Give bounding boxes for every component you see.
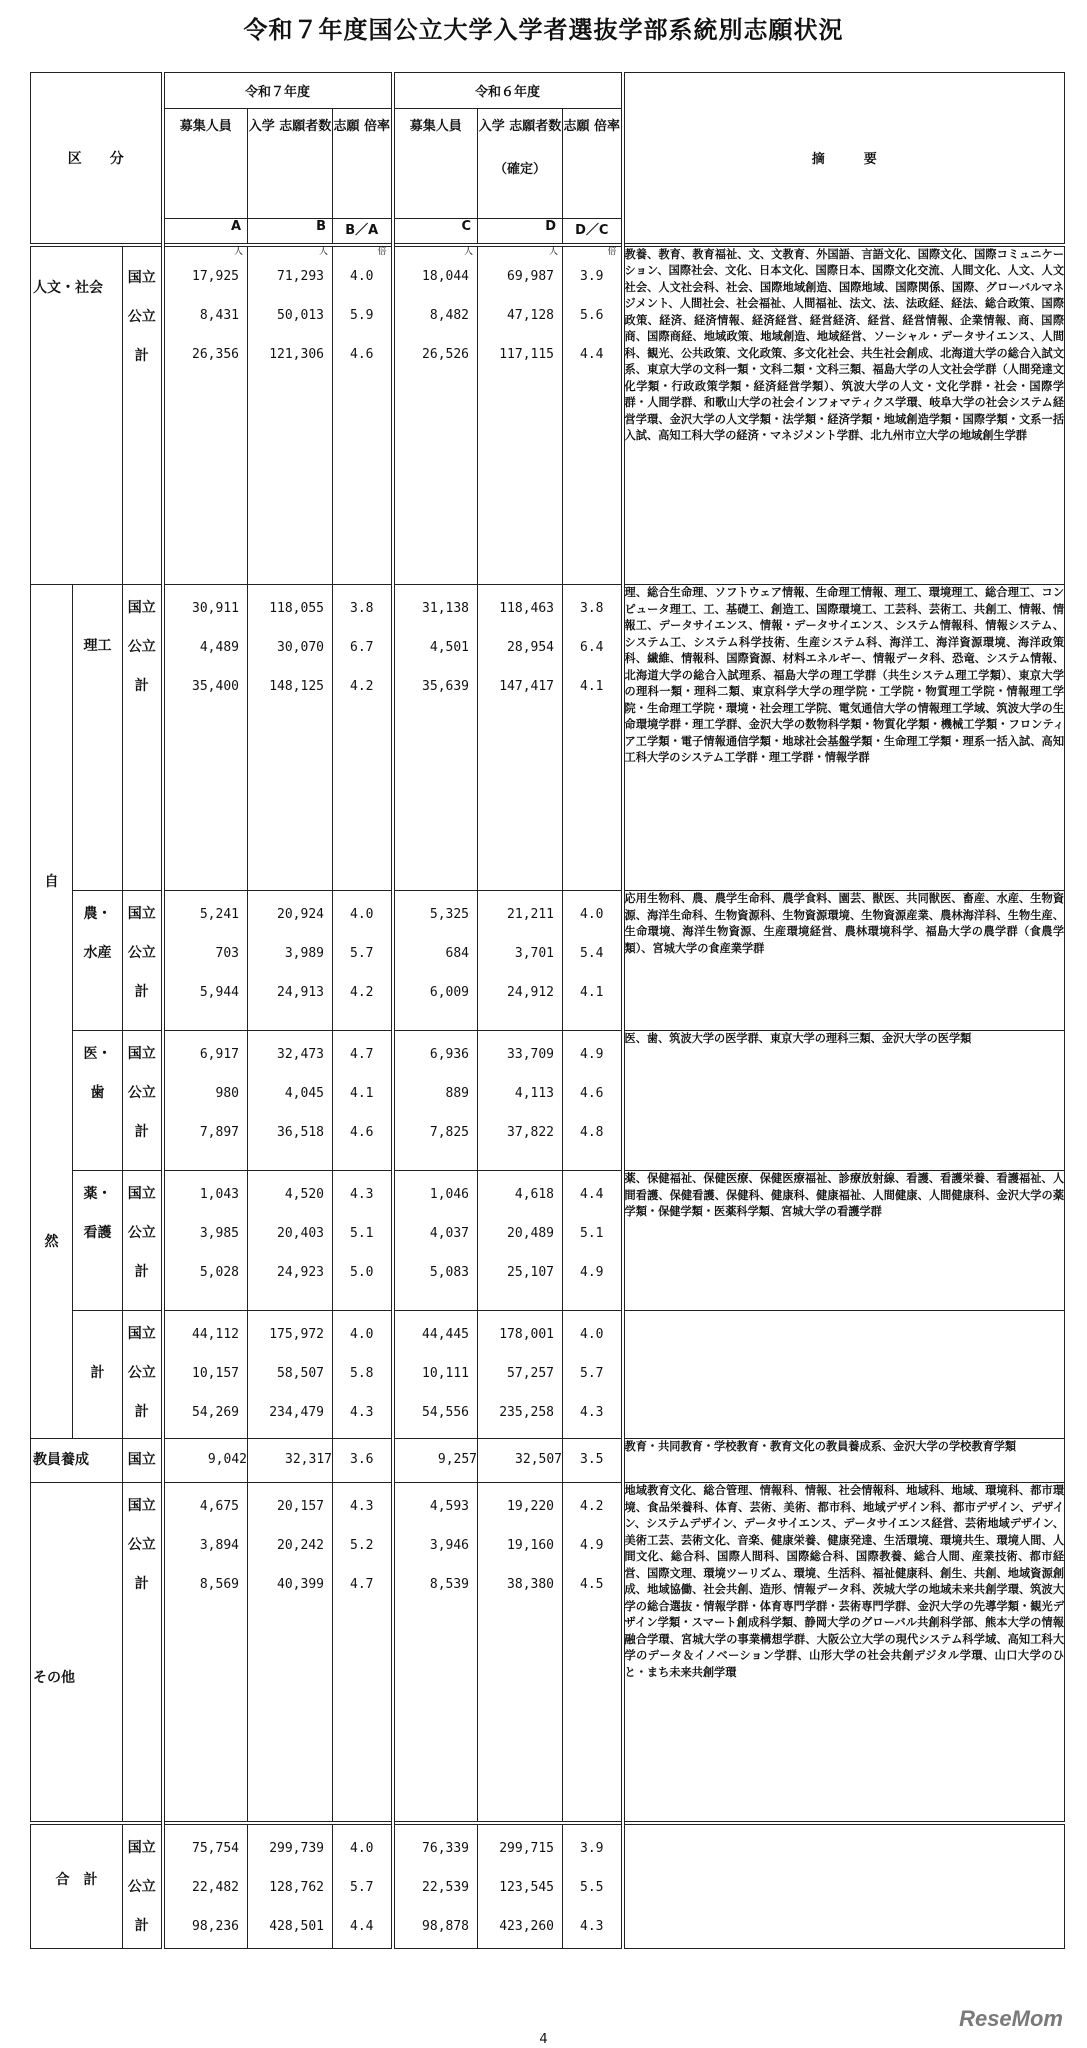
table-cell-value: 国立 xyxy=(127,1498,156,1514)
table-cell-value: 5.2 xyxy=(350,1538,374,1553)
table-cell-value: 公立 xyxy=(127,1085,156,1101)
yaku-a-values xyxy=(165,1171,248,1292)
table-cell-value: 44,112 xyxy=(192,1327,239,1342)
table-cell-value: 20,157 xyxy=(277,1499,324,1514)
table-cell-value: 4.4 xyxy=(580,346,604,362)
gokei-dc-values xyxy=(563,1825,621,1946)
table-cell-value: 医・ xyxy=(83,1046,112,1062)
table-cell-value: 8,539 xyxy=(429,1577,470,1592)
table-cell-value: 4.2 xyxy=(350,679,374,694)
group-jinbun-b xyxy=(248,245,333,585)
table-cell-value: 4.3 xyxy=(580,1405,604,1420)
table-cell-value: 3,985 xyxy=(199,1226,239,1241)
kyoin-d: 32,507 xyxy=(478,1439,563,1483)
table-cell-value: 299,715 xyxy=(499,1840,555,1856)
kyoin-c: 9,257 xyxy=(393,1439,478,1483)
ishi-d-values xyxy=(478,1031,562,1152)
sonota-b-values xyxy=(248,1483,332,1604)
table-cell-value: 121,306 xyxy=(269,346,324,362)
table-cell-value: 118,055 xyxy=(269,601,324,616)
table-cell-value: 28,954 xyxy=(507,640,555,655)
table-cell-value: 123,545 xyxy=(499,1879,555,1895)
header-bairitsu-r7: 志願 倍率 xyxy=(333,109,393,219)
table-cell-value: 3,989 xyxy=(284,946,324,961)
shizen-kei-dc-values xyxy=(563,1311,621,1432)
header-boshu-r6: 募集人員 xyxy=(393,109,478,219)
table-cell-value: 5.4 xyxy=(580,946,604,961)
table-cell-value: 倍 xyxy=(607,246,617,257)
table-cell-value: 1,046 xyxy=(429,1187,470,1202)
table-cell-value: 4.0 xyxy=(580,1327,604,1342)
table-cell-value: 33,709 xyxy=(507,1047,555,1062)
jinbun-d-values xyxy=(478,257,562,374)
col-dc: D／C xyxy=(563,219,623,245)
table-cell-value: 4,489 xyxy=(199,640,239,655)
table-cell-value: 7,897 xyxy=(199,1125,239,1140)
riko-a-values xyxy=(165,585,248,706)
group-jinbun-dc xyxy=(563,245,623,585)
shizen-kei-a-values xyxy=(165,1311,248,1432)
table-cell-value: 57,257 xyxy=(507,1366,555,1381)
table-cell-value: 32,473 xyxy=(277,1047,324,1062)
memo-shizen-kei xyxy=(623,1311,1065,1439)
table-cell-value: 人 xyxy=(318,246,328,257)
table-cell-value: 24,923 xyxy=(277,1265,324,1280)
group-kyoin-label: 教員養成 xyxy=(31,1439,123,1483)
group-shizen-kei-types xyxy=(123,1311,163,1439)
table-cell-value: 人 xyxy=(233,246,243,257)
yaku-d-values xyxy=(478,1171,562,1292)
table-cell-value: 4.3 xyxy=(350,1187,374,1202)
group-gokei-types xyxy=(123,1823,163,1949)
table-cell-value: 計 xyxy=(134,678,149,694)
riko-dc-values xyxy=(563,585,621,706)
table-cell-value: 10,111 xyxy=(422,1366,470,1381)
table-cell-value: 10,157 xyxy=(192,1366,239,1381)
table-cell-value: 147,417 xyxy=(499,679,555,694)
col-b: B xyxy=(248,219,333,245)
kyoin-dc: 3.5 xyxy=(563,1439,623,1483)
table-cell-value: 22,482 xyxy=(192,1879,239,1895)
table-cell-value: 4,501 xyxy=(429,640,470,655)
table-cell-value: 水産 xyxy=(83,945,112,961)
col-d: D xyxy=(478,219,563,245)
shizen-kei-c-values xyxy=(395,1311,478,1432)
table-cell-value: 4.9 xyxy=(580,1538,604,1553)
nousui-dc-values xyxy=(563,891,621,1012)
group-shizen-kei-label: 計 xyxy=(73,1311,123,1439)
group-ishi-label xyxy=(73,1031,123,1171)
table-cell-value: 5.8 xyxy=(350,1366,374,1381)
table-cell-value: 農・ xyxy=(83,906,112,922)
col-ba: B／A xyxy=(333,219,393,245)
table-cell-value: 26,356 xyxy=(192,346,239,362)
group-jinbun-c xyxy=(393,245,478,585)
ishi-a-values xyxy=(165,1031,248,1152)
group-riko-label: 理工 xyxy=(73,585,123,891)
jinbun-ba-values xyxy=(333,257,391,374)
table-cell-value: 4.5 xyxy=(580,1577,604,1592)
table-cell-value: 50,013 xyxy=(277,307,324,323)
memo-sonota: 地域教育文化、総合管理、情報科、情報、社会情報科、地域科、地域、環境科、都市環境、食品栄養科、体育、芸術、美術、都市科、地域デザイン科、都市デザイン、デザイン、システムデザイン、データサイエンス、データサイエンス経営、芸術地域デザイン、美術工芸、芸術文化、音楽、健康栄養、健康発達、生活環境、環境共生、環境人間、人間文化、総合科、国際人間科、国際総合科、国際教養、総合人間、産業技術、都市経営、国際文理、環境ツーリズム、環境、生活科、福祉健康科、創生、共創、地域資源創成、地域協働、社会共創、造形、情報データ科、茨城大学の地域未来共創学環、筑波大学の総合選抜・情報学群・体育専門学群・芸術専門学群、金沢大学の先導学類・観光デザイン学類・スマート創成科学類、静岡大学のグローバル共創科学部、熊本大学の情報融合学環、宮城大学の事業構想学群、大阪公立大学の現代システム科学域、高知工科大学のデータ＆イノベーション学群、山形大学の社会共創デジタル学環、山口大学のひと・まち未来共創学環 xyxy=(623,1483,1065,1823)
table-cell-value: 684 xyxy=(445,946,470,961)
table-cell-value: 計 xyxy=(134,1576,149,1592)
application-status-table xyxy=(30,72,1065,1949)
sonota-ba-values xyxy=(333,1483,391,1604)
page-number: 4 xyxy=(539,2032,548,2047)
table-cell-value: 4.6 xyxy=(350,1125,374,1140)
yaku-c-values xyxy=(395,1171,478,1292)
table-cell-value: 76,339 xyxy=(422,1840,470,1856)
table-cell-value: 5,325 xyxy=(429,907,470,922)
table-cell-value: 31,138 xyxy=(422,601,470,616)
table-cell-value: 看護 xyxy=(83,1225,112,1241)
gokei-c-values xyxy=(395,1825,478,1946)
header-bairitsu-r6: 志願 倍率 xyxy=(563,109,623,219)
table-cell-value: 4.4 xyxy=(350,1918,374,1934)
table-cell-value: 4.9 xyxy=(580,1047,604,1062)
table-cell-value: 5.6 xyxy=(580,307,604,323)
header-tekiyo: 摘 要 xyxy=(623,73,1065,245)
table-cell-value: 4.0 xyxy=(350,1840,374,1856)
table-cell-value: 5.0 xyxy=(350,1265,374,1280)
table-cell-value: 計 xyxy=(134,1264,149,1280)
memo-jinbun: 教養、教育、教育福祉、文、文教育、外国語、言語文化、国際文化、国際コミュニケーション、国際社会、文化、日本文化、国際日本、国際文化交流、人間文化、人文、人文社会、人文社会科、社会、国際地域創造、国際地域、国際関係、国際、グローバルマネジメント、人間社会、社会福祉、人間福祉、法文、法、法政経、経法、総合政策、国際政策、経済、経済情報、経済経営、経営経済、経営、経営情報、企業情報、商、国際商、国際商経、地域政策、地域創造、地域経営、ソーシャル・データサイエンス、人間科、観光、公共政策、文化政策、多文化社会、共生社会創成、北海道大学の総合入試文系、東京大学の文科一類・文科二類・文科三類、福島大学の人文社会学群（人間発達文化学類・行政政策学類・経済経営学類）、筑波大学の人文・文化学群・社会・国際学群・人間学群、和歌山大学の社会インフォマティクス学環、岐阜大学の社会システム経営学環、金沢大学の人文学類・法学類・経済学類・地域創造学類・国際学類・文系一括入試、高知工科大学の経済・マネジメント学群、北九州市立大学の地域創生学群 xyxy=(623,245,1065,585)
table-cell-value: 5,944 xyxy=(199,985,239,1000)
table-cell-value: 3.9 xyxy=(580,268,604,284)
group-gokei-label: 合 計 xyxy=(31,1823,123,1949)
kyoin-b: 32,317 xyxy=(248,1439,333,1483)
table-cell-value: 4.6 xyxy=(350,346,374,362)
table-cell-value: 4.1 xyxy=(580,679,604,694)
table-cell-value: 178,001 xyxy=(499,1327,555,1342)
table-cell-value: 5.9 xyxy=(350,307,374,323)
table-cell-value: 6.4 xyxy=(580,640,604,655)
table-cell-value: 4,045 xyxy=(284,1086,324,1101)
table-cell-value: 6,936 xyxy=(429,1047,470,1062)
shizen-kei-b-values xyxy=(248,1311,332,1432)
table-cell-value: 4.2 xyxy=(350,985,374,1000)
riko-ba-values xyxy=(333,585,391,706)
table-cell-value: 19,220 xyxy=(507,1499,555,1514)
table-cell-value: 299,739 xyxy=(269,1840,324,1856)
table-cell-value: 71,293 xyxy=(277,268,324,284)
riko-c-values xyxy=(395,585,478,706)
col-a: A xyxy=(163,219,248,245)
table-cell-value: 54,269 xyxy=(192,1405,239,1420)
yaku-b-values xyxy=(248,1171,332,1292)
table-cell-value: 4.1 xyxy=(350,1086,374,1101)
table-cell-value: 6,917 xyxy=(199,1047,239,1062)
group-jinbun-ba xyxy=(333,245,393,585)
header-shigan-r7: 入学 志願者数 xyxy=(248,109,333,219)
table-cell-value: 5,028 xyxy=(199,1265,239,1280)
riko-d-values xyxy=(478,585,562,706)
table-cell-value: 4,593 xyxy=(429,1499,470,1514)
nousui-a-values xyxy=(165,891,248,1012)
jinbun-dc-values xyxy=(563,257,621,374)
table-cell-value: 5.5 xyxy=(580,1879,604,1895)
table-cell-value: 4.4 xyxy=(580,1187,604,1202)
table-cell-value: 69,987 xyxy=(507,268,555,284)
table-cell-value: 4,113 xyxy=(514,1086,555,1101)
table-cell-value: 36,518 xyxy=(277,1125,324,1140)
group-sonota-label: その他 xyxy=(31,1483,123,1823)
table-cell-value: 117,115 xyxy=(499,346,555,362)
group-sonota-types xyxy=(123,1483,163,1823)
table-cell-value: 128,762 xyxy=(269,1879,324,1895)
table-cell-value: 5.1 xyxy=(350,1226,374,1241)
table-cell-value: 47,128 xyxy=(507,307,555,323)
table-cell-value: 17,925 xyxy=(192,268,239,284)
table-cell-value: 公立 xyxy=(127,1878,156,1895)
table-cell-value: 国立 xyxy=(127,1186,156,1202)
table-cell-value: 計 xyxy=(134,1124,149,1140)
table-cell-value: 薬・ xyxy=(83,1186,112,1202)
page-title: 令和７年度国公立大学入学者選抜学部系統別志願状況 xyxy=(243,16,844,44)
table-cell-value: 4.6 xyxy=(580,1086,604,1101)
table-cell-value: 4.0 xyxy=(350,1327,374,1342)
table-cell-value: 889 xyxy=(445,1086,470,1101)
group-nousui-types xyxy=(123,891,163,1031)
table-cell-value: 18,044 xyxy=(422,268,470,284)
table-cell-value: 4,520 xyxy=(284,1187,324,1202)
group-shizen-label xyxy=(31,585,73,1439)
table-cell-value: 58,507 xyxy=(277,1366,324,1381)
jinbun-c-values xyxy=(395,257,478,374)
table-cell-value: 4.9 xyxy=(580,1265,604,1280)
kyoin-ba: 3.6 xyxy=(333,1439,393,1483)
memo-kyoin: 教育・共同教育・学校教育・教育文化の教員養成系、金沢大学の学校教育学類 xyxy=(623,1439,1065,1483)
group-yaku-label xyxy=(73,1171,123,1311)
gokei-b-values xyxy=(248,1825,332,1946)
sonota-dc-values xyxy=(563,1483,621,1604)
table-cell-value: 国立 xyxy=(127,1046,156,1062)
table-cell-value: 6,009 xyxy=(429,985,470,1000)
table-cell-value: 7,825 xyxy=(429,1125,470,1140)
nousui-ba-values xyxy=(333,891,391,1012)
table-cell-value: 98,236 xyxy=(192,1918,239,1934)
table-cell-value: 20,403 xyxy=(277,1226,324,1241)
table-cell-value: 倍 xyxy=(377,246,387,257)
table-cell-value: 計 xyxy=(134,1917,149,1934)
group-jinbun-d xyxy=(478,245,563,585)
table-cell-value: 20,924 xyxy=(277,907,324,922)
table-cell-value: 3,946 xyxy=(429,1538,470,1553)
table-cell-value: 35,400 xyxy=(192,679,239,694)
table-cell-value: 3.8 xyxy=(580,601,604,616)
group-riko-types xyxy=(123,585,163,891)
header-kakutei: （確定） xyxy=(494,162,547,177)
group-kyoin-type: 国立 xyxy=(123,1439,163,1483)
table-cell-value: 5.7 xyxy=(350,946,374,961)
table-cell-value: 4.8 xyxy=(580,1125,604,1140)
table-cell-value: 8,482 xyxy=(429,307,470,323)
table-cell-value: 118,463 xyxy=(499,601,555,616)
table-cell-value: 4.7 xyxy=(350,1577,374,1592)
table-cell-value: 4,618 xyxy=(514,1187,555,1202)
table-cell-value: 6.7 xyxy=(350,640,374,655)
table-cell-value: 国立 xyxy=(127,906,156,922)
table-cell-value: 計 xyxy=(134,1404,149,1420)
table-cell-value: 4.3 xyxy=(580,1918,604,1934)
table-cell-value: 国立 xyxy=(127,269,156,286)
table-cell-value: 公立 xyxy=(127,1225,156,1241)
table-cell-value: 24,913 xyxy=(277,985,324,1000)
table-cell-value: 35,639 xyxy=(422,679,470,694)
table-cell-value: 5,241 xyxy=(199,907,239,922)
table-cell-value: 5,083 xyxy=(429,1265,470,1280)
table-cell-value: 25,107 xyxy=(507,1265,555,1280)
table-cell-value: 5.7 xyxy=(580,1366,604,1381)
table-cell-value: 8,569 xyxy=(199,1577,239,1592)
sonota-a-values xyxy=(165,1483,248,1604)
shizen-kei-ba-values xyxy=(333,1311,391,1432)
table-cell-value: 自 xyxy=(44,874,59,890)
table-cell-value: 計 xyxy=(134,984,149,1000)
table-cell-value: 計 xyxy=(134,347,149,364)
table-cell-value: 20,489 xyxy=(507,1226,555,1241)
table-cell-value: 4,037 xyxy=(429,1226,470,1241)
table-cell-value: 22,539 xyxy=(422,1879,470,1895)
group-nousui-label xyxy=(73,891,123,1031)
table-cell-value: 4.1 xyxy=(580,985,604,1000)
table-cell-value: 703 xyxy=(215,946,239,961)
table-cell-value: 然 xyxy=(44,1234,59,1250)
ishi-c-values xyxy=(395,1031,478,1152)
group-ishi-types xyxy=(123,1031,163,1171)
table-cell-value: 30,070 xyxy=(277,640,324,655)
table-cell-value: 4.2 xyxy=(580,1499,604,1514)
memo-nousui: 応用生物科、農、農学生命科、農学食料、園芸、獣医、共同獣医、畜産、水産、生物資源、海洋生命科、生物資源科、生物資源環境、生物資源産業、農林海洋科、生物生産、生命環境、海洋生物資源、生産環境経営、農林環境科学、福島大学の農学群（食農学類）、宮城大学の食産業学群 xyxy=(623,891,1065,1031)
jinbun-a-values xyxy=(165,257,248,374)
table-cell-value: 国立 xyxy=(127,1839,156,1856)
table-cell-value: 37,822 xyxy=(507,1125,555,1140)
nousui-d-values xyxy=(478,891,562,1012)
watermark-logo: ReseMom xyxy=(959,2006,1063,2031)
table-cell-value: 3,894 xyxy=(199,1538,239,1553)
table-cell-value: 40,399 xyxy=(277,1577,324,1592)
group-jinbun-a xyxy=(163,245,248,585)
sonota-d-values xyxy=(478,1483,562,1604)
table-cell-value: 980 xyxy=(215,1086,239,1101)
group-yaku-types xyxy=(123,1171,163,1311)
table-cell-value: 8,431 xyxy=(199,307,239,323)
table-cell-value: 5.1 xyxy=(580,1226,604,1241)
table-cell-value: 国立 xyxy=(127,1326,156,1342)
table-cell-value: 21,211 xyxy=(507,907,555,922)
table-cell-value: 5.7 xyxy=(350,1879,374,1895)
table-cell-value: 人 xyxy=(549,246,559,257)
table-cell-value: 428,501 xyxy=(269,1918,324,1934)
memo-ishi: 医、歯、筑波大学の医学群、東京大学の理科三類、金沢大学の医学類 xyxy=(623,1031,1065,1171)
table-cell-value: 4.3 xyxy=(350,1499,374,1514)
table-cell-value: 3.9 xyxy=(580,1840,604,1856)
table-cell-value: 30,911 xyxy=(192,601,239,616)
header-shigan-r6: 入学 志願者数 xyxy=(478,119,562,134)
header-boshu-r7: 募集人員 xyxy=(163,109,248,219)
kyoin-a: 9,042 xyxy=(163,1439,248,1483)
table-cell-value: 234,479 xyxy=(269,1405,324,1420)
table-cell-value: 24,912 xyxy=(507,985,555,1000)
yaku-dc-values xyxy=(563,1171,621,1292)
group-jinbun-label: 人文・社会 xyxy=(31,245,123,585)
table-cell-value: 歯 xyxy=(90,1085,105,1101)
table-cell-value: 1,043 xyxy=(199,1187,239,1202)
table-cell-value: 26,526 xyxy=(422,346,470,362)
ishi-ba-values xyxy=(333,1031,391,1152)
table-cell-value: 44,445 xyxy=(422,1327,470,1342)
sonota-c-values xyxy=(395,1483,478,1604)
table-cell-value: 公立 xyxy=(127,945,156,961)
nousui-c-values xyxy=(395,891,478,1012)
table-cell-value: 公立 xyxy=(127,1537,156,1553)
table-cell-value: 148,125 xyxy=(269,679,324,694)
jinbun-b-values xyxy=(248,257,332,374)
table-cell-value: 20,242 xyxy=(277,1538,324,1553)
memo-gokei xyxy=(623,1823,1065,1949)
table-cell-value: 4,675 xyxy=(199,1499,239,1514)
gokei-a-values xyxy=(165,1825,248,1946)
header-kubun: 区 分 xyxy=(31,73,163,245)
table-cell-value: 公立 xyxy=(127,1365,156,1381)
yaku-ba-values xyxy=(333,1171,391,1292)
ishi-dc-values xyxy=(563,1031,621,1152)
table-cell-value: 3,701 xyxy=(514,946,555,961)
memo-riko: 理、総合生命理、ソフトウェア情報、生命理工情報、理工、環境理工、総合理工、コンピュータ理工、工、基礎工、創造工、国際環境工、工芸科、芸術工、共創工、情報、情報工、データサイエンス、情報・データサイエンス、システム情報科、情報システム、システム工、システム科学技術、生産システム科、海洋工、海洋資源環境、海洋政策科、繊維、情報科、国際資源、材料エネルギー、情報データ科、恐竜、システム情報、北海道大学の総合入試理系、福島大学の理工学群（共生システム理工学類）、東京大学の理科一類・理科二類、東京科学大学の理学院・工学院・物質理工学院・情報理工学院・生命理工学院・環境・社会理工学院、電気通信大学の情報理工学域、筑波大学の生命環境学群・理工学群、金沢大学の数物科学類・物質化学類・機械工学類・フロンティア工学類・電子情報通信学類・地球社会基盤学類・生命理工学類・理系一括入試、高知工科大学のシステム工学群・理工学群・情報学群 xyxy=(623,585,1065,891)
table-cell-value: 公立 xyxy=(127,639,156,655)
table-cell-value: 423,260 xyxy=(499,1918,555,1934)
table-cell-value: 19,160 xyxy=(507,1538,555,1553)
ishi-b-values xyxy=(248,1031,332,1152)
table-cell-value: 235,258 xyxy=(499,1405,555,1420)
memo-yaku: 薬、保健福祉、保健医療、保健医療福祉、診療放射線、看護、看護栄養、看護福祉、人間看護、保健看護、保健科、健康科、健康福祉、人間健康、人間健康科、金沢大学の薬学類・保健学類・医薬科学類、宮城大学の看護学群 xyxy=(623,1171,1065,1311)
table-cell-value: 54,556 xyxy=(422,1405,470,1420)
table-cell-value: 4.0 xyxy=(350,907,374,922)
header-r6: 令和６年度 xyxy=(393,73,623,109)
table-cell-value: 175,972 xyxy=(269,1327,324,1342)
riko-b-values xyxy=(248,585,332,706)
table-cell-value: 75,754 xyxy=(192,1840,239,1856)
nousui-b-values xyxy=(248,891,332,1012)
group-jinbun-types xyxy=(123,245,163,585)
table-cell-value: 国立 xyxy=(127,600,156,616)
table-cell-value: 4.3 xyxy=(350,1405,374,1420)
table-cell-value: 4.7 xyxy=(350,1047,374,1062)
table-cell-value: 4.0 xyxy=(580,907,604,922)
gokei-d-values xyxy=(478,1825,562,1946)
table-cell-value: 4.0 xyxy=(350,268,374,284)
table-cell-value: 98,878 xyxy=(422,1918,470,1934)
table-cell-value: 3.8 xyxy=(350,601,374,616)
table-cell-value: 人 xyxy=(464,246,474,257)
header-r7: 令和７年度 xyxy=(163,73,393,109)
shizen-kei-d-values xyxy=(478,1311,562,1432)
table-cell-value: 公立 xyxy=(127,308,156,325)
col-c: C xyxy=(393,219,478,245)
table-cell-value: 38,380 xyxy=(507,1577,555,1592)
gokei-ba-values xyxy=(333,1825,391,1946)
